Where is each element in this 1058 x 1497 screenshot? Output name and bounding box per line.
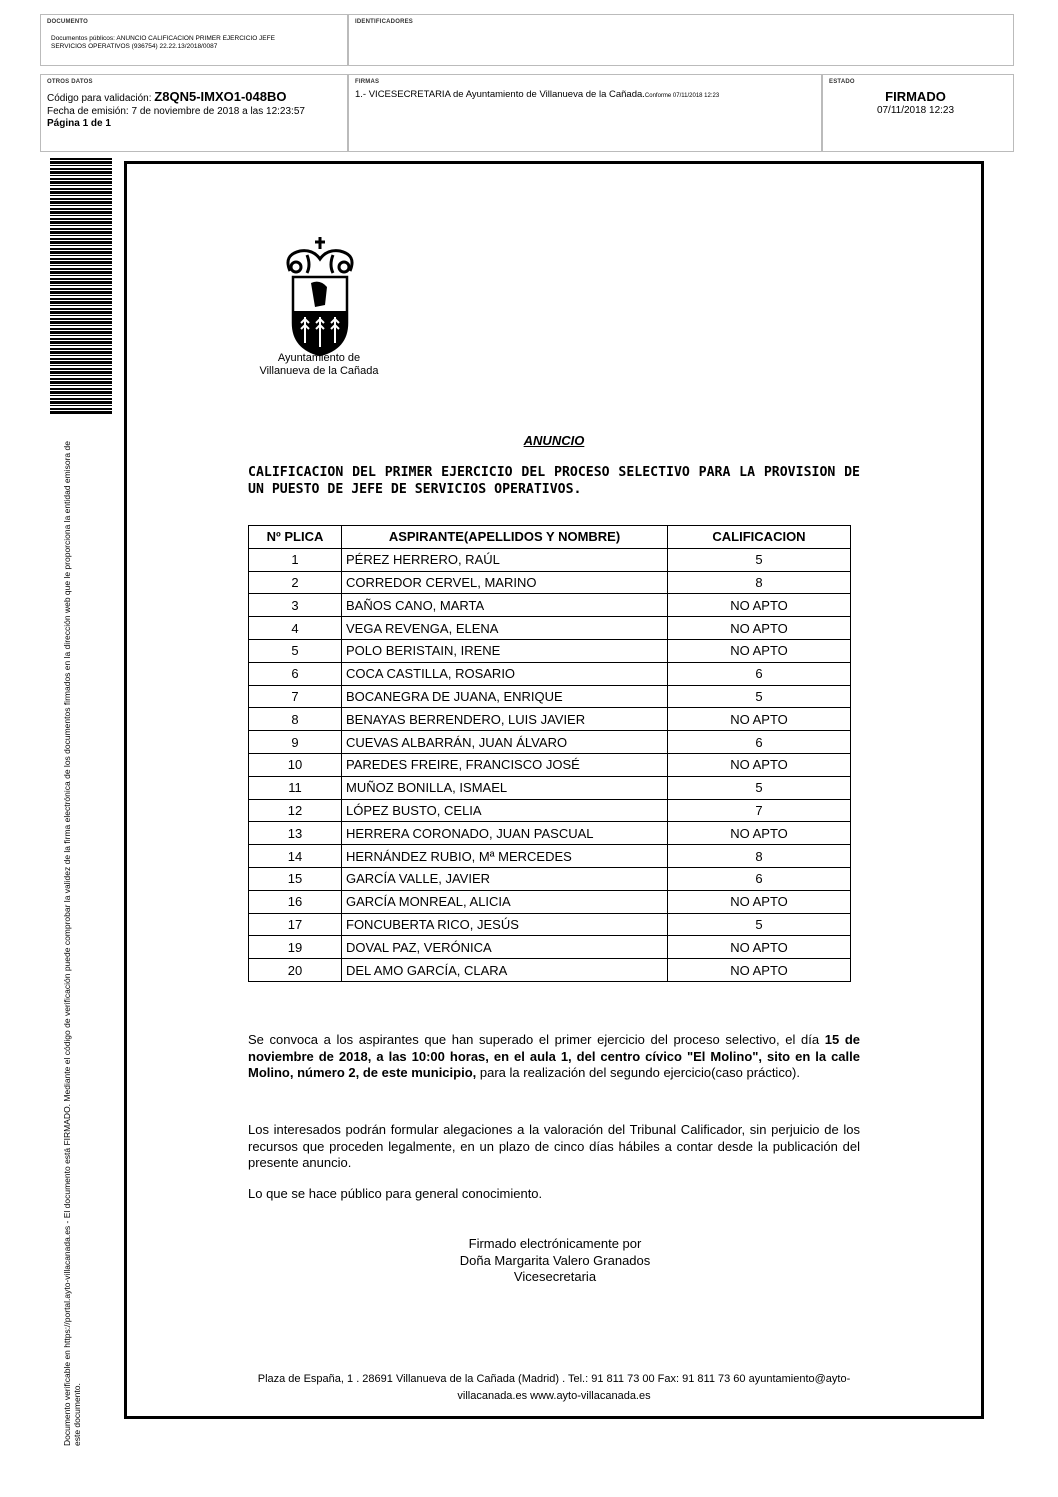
calificacion-cell: NO APTO <box>668 639 851 662</box>
plica-cell: 17 <box>249 913 342 936</box>
table-row <box>249 799 851 822</box>
identificadores-label: IDENTIFICADORES <box>355 19 414 25</box>
calificacion-cell: 6 <box>668 731 851 754</box>
table-row <box>249 708 851 731</box>
calificacion-cell: 7 <box>668 799 851 822</box>
aspirante-cell: BAÑOS CANO, MARTA <box>342 594 668 617</box>
paragraph-conocimiento: Lo que se hace público para general conocimiento. <box>248 1186 543 1201</box>
aspirante-cell: DEL AMO GARCÍA, CLARA <box>342 959 668 982</box>
documento-line-1: Documentos públicos: ANUNCIO CALIFICACION PRIMER EJERCICIO JEFE <box>51 35 275 42</box>
table-row <box>249 822 851 845</box>
calificacion-cell: NO APTO <box>668 617 851 640</box>
table-row <box>249 913 851 936</box>
table-row <box>249 548 851 571</box>
documento-box <box>40 14 348 66</box>
aspirante-cell: POLO BERISTAIN, IRENE <box>342 639 668 662</box>
estado-fecha: 07/11/2018 12:23 <box>876 105 955 116</box>
identificadores-box <box>348 14 1014 66</box>
aspirante-cell: PAREDES FREIRE, FRANCISCO JOSÉ <box>342 753 668 776</box>
firma-line: 1.- VICESECRETARIA de Ayuntamiento de Villanueva de la Cañada. <box>355 89 645 100</box>
aspirante-cell: HERRERA CORONADO, JUAN PASCUAL <box>342 822 668 845</box>
calificacion-cell: NO APTO <box>668 822 851 845</box>
letterhead-line-1: Ayuntamiento de <box>277 352 361 364</box>
signature-name: Doña Margarita Valero Granados <box>459 1252 651 1268</box>
calificacion-cell: 6 <box>668 662 851 685</box>
calificacion-cell: NO APTO <box>668 594 851 617</box>
codigo-validacion <box>47 91 305 106</box>
codigo-prefix: Código para validación: <box>47 93 152 104</box>
firmas-box <box>348 74 822 152</box>
calificacion-cell: NO APTO <box>668 959 851 982</box>
paragraph-convocatoria <box>248 1032 860 1082</box>
plica-cell: 2 <box>249 571 342 594</box>
para1-part-b: 15 de noviembre de 2018, a las 10:00 horas, en el aula 1, del centro cívico "El Molino", sito en la calle Molino, número 2, de este municipio, <box>248 1032 860 1080</box>
aspirante-cell: COCA CASTILLA, ROSARIO <box>342 662 668 685</box>
table-row <box>249 571 851 594</box>
calificacion-cell: 6 <box>668 867 851 890</box>
letterhead <box>245 352 393 378</box>
document-subtitle: CALIFICACION DEL PRIMER EJERCICIO DEL PROCESO SELECTIVO PARA LA PROVISION DE UN PUESTO DE JEFE DE SERVICIOS OPERATIVOS. <box>248 465 860 497</box>
calificacion-cell: NO APTO <box>668 890 851 913</box>
verification-side-text: Documento verificable en https://portal.ayto-villacanada.es - El documento está FIRMADO. Mediante el código de verificación puede comprobar la validez de la firma electrónica de los documentos firmados en la dirección web que le proporciona la entidad emisora de este documento. <box>62 441 82 1446</box>
letterhead-line-2: Villanueva de la Cañada <box>259 365 379 377</box>
table-row <box>249 617 851 640</box>
calificacion-cell: NO APTO <box>668 753 851 776</box>
firma-conforme: Conforme 07/11/2018 12:23 <box>644 93 720 99</box>
plica-cell: 20 <box>249 959 342 982</box>
plica-cell: 8 <box>249 708 342 731</box>
plica-cell: 1 <box>249 548 342 571</box>
aspirante-cell: VEGA REVENGA, ELENA <box>342 617 668 640</box>
table-row <box>249 845 851 868</box>
estado-box <box>822 74 1014 152</box>
aspirante-cell: MUÑOZ BONILLA, ISMAEL <box>342 776 668 799</box>
plica-cell: 12 <box>249 799 342 822</box>
documento-label: DOCUMENTO <box>47 19 89 25</box>
estado-label: ESTADO <box>829 79 855 85</box>
aspirante-cell: CORREDOR CERVEL, MARINO <box>342 571 668 594</box>
footer-line-1: Plaza de España, 1 . 28691 Villanueva de la Cañada (Madrid) . Tel.: 91 811 73 00 Fax: 91 811 73 60 ayuntamiento@ayto- <box>257 1373 851 1385</box>
aspirante-cell: GARCÍA VALLE, JAVIER <box>342 867 668 890</box>
calificacion-cell: 5 <box>668 913 851 936</box>
signature-line-1: Firmado electrónicamente por <box>468 1236 642 1251</box>
aspirante-cell: HERNÁNDEZ RUBIO, Mª MERCEDES <box>342 845 668 868</box>
plica-cell: 15 <box>249 867 342 890</box>
otros-datos-content <box>47 91 305 131</box>
plica-cell: 19 <box>249 936 342 959</box>
plica-cell: 3 <box>249 594 342 617</box>
calificacion-cell: NO APTO <box>668 708 851 731</box>
aspirante-cell: LÓPEZ BUSTO, CELIA <box>342 799 668 822</box>
results-table <box>248 525 851 982</box>
aspirante-cell: DOVAL PAZ, VERÓNICA <box>342 936 668 959</box>
aspirante-cell: PÉREZ HERRERO, RAÚL <box>342 548 668 571</box>
plica-cell: 9 <box>249 731 342 754</box>
calificacion-cell: 5 <box>668 548 851 571</box>
header-aspirante: ASPIRANTE(APELLIDOS Y NOMBRE) <box>342 526 668 549</box>
plica-cell: 14 <box>249 845 342 868</box>
para1-part-a: Se convoca a los aspirantes que han superado el primer ejercicio del proceso selectivo, el día <box>248 1032 820 1047</box>
firma-entry <box>355 89 719 100</box>
aspirante-cell: GARCÍA MONREAL, ALICIA <box>342 890 668 913</box>
paragraph-alegaciones: Los interesados podrán formular alegaciones a la valoración del Tribunal Calificador, sin perjuicio de los recursos que proceden legalmente, en un plazo de cinco días hábiles a contar desde la publicación del presente anuncio. <box>248 1122 860 1170</box>
calificacion-cell: 8 <box>668 571 851 594</box>
plica-cell: 10 <box>249 753 342 776</box>
calificacion-cell: 5 <box>668 776 851 799</box>
plica-cell: 4 <box>249 617 342 640</box>
aspirante-cell: FONCUBERTA RICO, JESÚS <box>342 913 668 936</box>
table-row <box>249 662 851 685</box>
otros-datos-box <box>40 74 348 152</box>
aspirante-cell: BENAYAS BERRENDERO, LUIS JAVIER <box>342 708 668 731</box>
fecha-emision: Fecha de emisión: 7 de noviembre de 2018 a las 12:23:57 <box>47 105 305 117</box>
table-row <box>249 753 851 776</box>
table-body <box>249 548 851 981</box>
otros-datos-label: OTROS DATOS <box>47 79 93 85</box>
table-row <box>249 890 851 913</box>
table-row <box>249 731 851 754</box>
documento-description <box>51 35 343 51</box>
para1-part-c: para la realización del segundo ejercicio(caso práctico). <box>479 1065 800 1080</box>
table-row <box>249 776 851 799</box>
calificacion-cell: NO APTO <box>668 936 851 959</box>
calificacion-cell: 5 <box>668 685 851 708</box>
plica-cell: 7 <box>249 685 342 708</box>
calificacion-cell: 8 <box>668 845 851 868</box>
plica-cell: 5 <box>249 639 342 662</box>
header-plica: Nº PLICA <box>249 526 342 549</box>
documento-line-2: SERVICIOS OPERATIVOS (936754) 22.22.13/2018/0087 <box>51 43 218 50</box>
footer-line-2: villacanada.es www.ayto-villacanada.es <box>457 1390 651 1402</box>
estado-value: FIRMADO <box>885 89 946 104</box>
firmas-label: FIRMAS <box>355 79 380 85</box>
pagina: Página 1 de 1 <box>47 118 111 129</box>
table-row <box>249 936 851 959</box>
document-title: ANUNCIO <box>523 433 585 448</box>
table-header-row <box>249 526 851 549</box>
aspirante-cell: CUEVAS ALBARRÁN, JUAN ÁLVARO <box>342 731 668 754</box>
plica-cell: 16 <box>249 890 342 913</box>
aspirante-cell: BOCANEGRA DE JUANA, ENRIQUE <box>342 685 668 708</box>
plica-cell: 11 <box>249 776 342 799</box>
table-row <box>249 639 851 662</box>
table-row <box>249 685 851 708</box>
header-calificacion: CALIFICACION <box>668 526 851 549</box>
table-row <box>249 959 851 982</box>
signature-block <box>400 1236 710 1286</box>
codigo-value: Z8QN5-IMXO1-048BO <box>154 89 287 104</box>
plica-cell: 6 <box>249 662 342 685</box>
signature-role: Vicesecretaria <box>513 1269 597 1284</box>
table-row <box>249 594 851 617</box>
table-row <box>249 867 851 890</box>
footer-address <box>248 1371 860 1405</box>
plica-cell: 13 <box>249 822 342 845</box>
barcode <box>50 158 112 414</box>
